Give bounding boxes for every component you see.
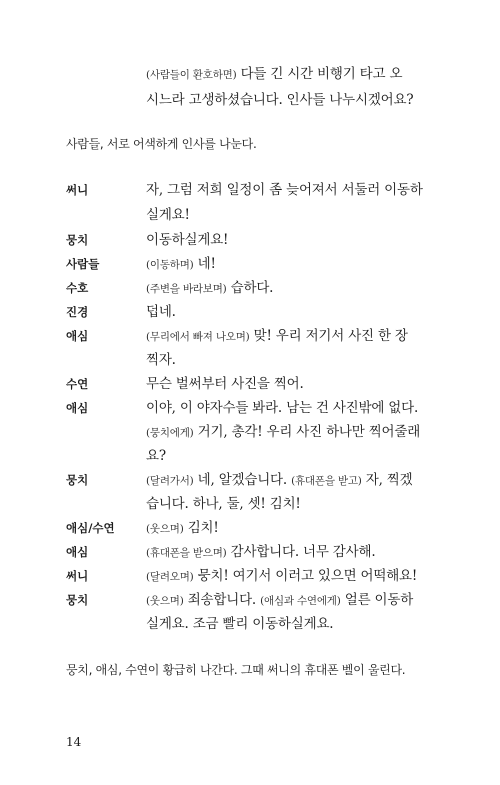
speaker-name: 진경 xyxy=(66,305,89,319)
speaker-name: 뭉치 xyxy=(66,473,89,487)
speaker-name: 뭉치 xyxy=(66,593,89,607)
dialogue-line xyxy=(146,542,375,563)
speaker-name: 뭉치 xyxy=(66,233,89,247)
narration: 뭉치, 애심, 수연이 황급히 나간다. 그때 써니의 휴대폰 벨이 울린다. xyxy=(66,663,406,677)
dialogue-text: 이동하실게요! xyxy=(146,232,229,248)
speaker-name: 수호 xyxy=(66,281,89,295)
narration: 사람들, 서로 어색하게 인사를 나눈다. xyxy=(66,137,257,151)
dialogue-text: 얼른 이동하 xyxy=(340,592,414,608)
stage-direction: (달려오며) xyxy=(146,571,194,583)
dialogue-line xyxy=(146,278,273,299)
dialogue-text: 자, 그럼 저희 일정이 좀 늦어져서 서둘러 이동하 xyxy=(146,182,423,198)
dialogue-text: 김치! xyxy=(183,520,219,536)
dialogue-text: 감사합니다. 너무 감사해. xyxy=(226,544,376,560)
stage-direction: (주변을 바라보며) xyxy=(146,283,227,295)
page-number: 14 xyxy=(66,735,82,749)
dialogue-text: 실게요! xyxy=(146,207,190,223)
dialogue-text: 요? xyxy=(146,448,166,464)
stage-direction: (사람들이 환호하면) xyxy=(146,69,237,81)
stage-direction: (웃으며) xyxy=(146,595,184,607)
dialogue-text: 실게요. 조금 빨리 이동하실게요. xyxy=(146,616,334,632)
dialogue-text: 뭉치! 여기서 이러고 있으면 어떡해요! xyxy=(193,568,418,584)
stage-direction: (휴대폰을 받고) xyxy=(291,475,362,487)
speaker-name: 사람들 xyxy=(66,257,100,271)
dialogue-text: 맞! 우리 저기서 사진 한 장 xyxy=(249,328,408,344)
speaker-name: 써니 xyxy=(66,183,89,197)
dialogue-text: 죄송합니다. xyxy=(183,592,261,608)
stage-direction: (달려가서) xyxy=(146,475,194,487)
speaker-name: 애심 xyxy=(66,545,89,559)
dialogue-line xyxy=(146,566,417,587)
dialogue-text: 습하다. xyxy=(226,280,274,296)
dialogue-line xyxy=(146,470,412,491)
dialogue-text: 네! xyxy=(193,256,216,272)
stage-direction: (이동하며) xyxy=(146,259,194,271)
opening-line-1 xyxy=(146,64,402,85)
dialogue-line xyxy=(146,254,216,275)
dialogue-line xyxy=(146,326,408,347)
dialogue-text: 찍자. xyxy=(146,352,176,368)
dialogue-text: 무슨 벌써부터 사진을 찍어. xyxy=(146,376,304,392)
dialogue-text: 습니다. 하나, 둘, 셋! 김치! xyxy=(146,496,301,512)
dialogue-line xyxy=(146,422,420,443)
opening-line-2: 시느라 고생하셨습니다. 인사들 나누시겠어요? xyxy=(146,92,414,108)
dialogue-text: 자, 찍겠 xyxy=(361,472,413,488)
speaker-name: 수연 xyxy=(66,377,89,391)
dialogue-text: 네, 알겠습니다. xyxy=(193,472,292,488)
speaker-name: 써니 xyxy=(66,569,89,583)
speaker-name: 애심 xyxy=(66,329,89,343)
dialogue-text: 거기, 총각! 우리 사진 하나만 찍어줄래 xyxy=(193,424,421,440)
dialogue-text: 다들 긴 시간 비행기 타고 오 xyxy=(236,66,403,82)
dialogue-line xyxy=(146,590,413,611)
stage-direction: (무리에서 빠져 나오며) xyxy=(146,331,250,343)
dialogue-text: 덥네. xyxy=(146,304,176,320)
stage-direction: (뭉치에게) xyxy=(146,427,194,439)
stage-direction: (휴대폰을 받으며) xyxy=(146,547,227,559)
stage-direction: (애심과 수연에게) xyxy=(260,595,341,607)
dialogue-line xyxy=(146,518,219,539)
speaker-name: 애심/수연 xyxy=(66,521,115,535)
dialogue-text: 이야, 이 야자수들 봐라. 남는 건 사진밖에 없다. xyxy=(146,400,419,416)
speaker-name: 애심 xyxy=(66,401,89,415)
stage-direction: (웃으며) xyxy=(146,523,184,535)
